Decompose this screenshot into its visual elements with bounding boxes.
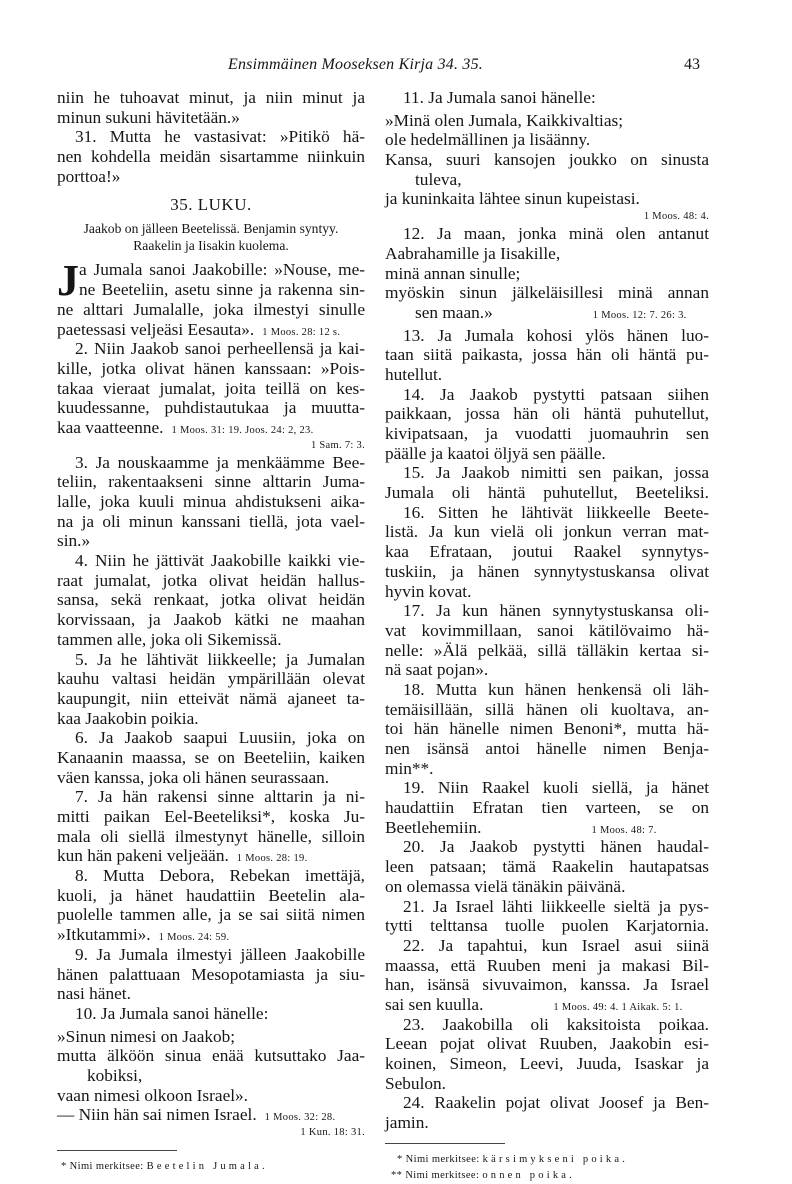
text-line: porttoa!» (57, 166, 121, 186)
cross-reference: 1 Kun. 18: 31. (300, 1127, 365, 1138)
cross-reference: 1 Moos. 48: 7. (591, 824, 657, 836)
chapter-summary: Raakelin ja Iisakin kuolema. (133, 238, 289, 254)
text-line: takaa vieraat jumalat, joita teillä on kes- (57, 378, 365, 398)
text-line: hutellut. (385, 364, 443, 384)
verse-8: 8. Mutta Debora, Rebekan imettäjä, (75, 866, 365, 886)
text-line: han, isänsä sivuvaimon, kanssa. Ja Israel (385, 975, 709, 995)
text-line: tammen alle, joka oli Sikemissä. (57, 629, 282, 649)
text-line: kuudessanne, puhdistautukaa ja muutta- (57, 398, 365, 418)
poem-line: Aabrahamille ja Iisakille, (385, 243, 561, 263)
text-line: toi hän hänelle nimen Benoni*, mutta hä- (385, 719, 709, 739)
cross-reference: 1 Moos. 49: 4. 1 Aikak. 5: 1. (553, 1001, 683, 1013)
text-line: tytti telttansa tuolle puolen Karjatornia. (385, 916, 709, 936)
text-line: mitti paikan Eel-Beeteliksi*, koska Ju- (57, 807, 365, 826)
text-line (385, 995, 709, 1015)
poem-line: ja kuninkaita lähtee sinun kupeistasi. (385, 189, 640, 209)
cross-reference: 1 Moos. 48: 4. (643, 211, 709, 223)
text-line: nä saat pojan». (385, 660, 489, 680)
footnote-label: * Nimi merkitsee: (61, 1161, 144, 1172)
verse-4: 4. Niin he jättivät Jaakobille kaikki vie- (75, 551, 365, 571)
left-column (57, 88, 365, 1175)
cross-reference: 1 Moos. 31: 19. Joos. 24: 2, 23. (171, 424, 314, 436)
drop-cap: J (57, 256, 79, 306)
text-line: korvissaan, ja Jaakob kätki ne maahan (57, 610, 365, 630)
verse-11: 11. Ja Jumala sanoi hänelle: (403, 88, 596, 107)
poem-line: kobiksi, (87, 1065, 143, 1085)
text-line: puolelle tammen alle, ja se sai siitä nimen (57, 905, 365, 925)
footnote-term: Beetelin Jumala. (146, 1161, 268, 1172)
running-header (0, 56, 792, 80)
verse-text: sen maan.» (415, 302, 493, 322)
text-line: niin he tuhoavat minut, ja niin minut ja (57, 88, 365, 107)
verse-15: 15. Ja Jaakob nimitti sen paikan, jossa (403, 463, 709, 483)
verse-9: 9. Ja Jumala ilmestyi jälleen Jaakobille (75, 944, 365, 964)
text-line (57, 418, 365, 438)
chapter-title: 35. LUKU. (170, 195, 252, 215)
poem-line: »Sinun nimesi on Jaakob; (57, 1026, 236, 1046)
text-line: a Jumala sanoi Jaakobille: »Nouse, me- (79, 260, 365, 280)
text-line: teliin, rakentaakseni sinne alttarin Juma- (57, 472, 365, 492)
text-line: päälle ja kaatoi öljyä sen päälle. (385, 443, 606, 463)
page-number: 43 (684, 56, 700, 73)
text-line: on olemassa vielä tänäkin päivänä. (385, 876, 626, 896)
text-line: Leean pojat olivat Ruuben, Jaakobin esi- (385, 1034, 709, 1054)
poem-line: »Minä olen Jumala, Kaikkivaltias; (385, 110, 624, 130)
right-column (385, 88, 709, 1184)
running-title: Ensimmäinen Mooseksen Kirja 34. 35. (228, 56, 483, 73)
footnote (385, 1152, 709, 1168)
footnote-rule (385, 1143, 505, 1144)
verse-text: — Niin hän sai nimen Israel. (57, 1105, 257, 1125)
text-line: raat jumalat, jotka olivat heidän hallus- (57, 570, 365, 590)
verse-17: 17. Ja kun hänen synnytystuskansa oli- (403, 601, 709, 621)
text-line: leen patsaan; tämä Raakelin hautapatsas (385, 857, 709, 877)
verse-10: 10. Ja Jumala sanoi hänelle: (75, 1003, 269, 1023)
text-line (57, 925, 365, 945)
text-line: minun sukuni hävitetään.» (57, 107, 240, 127)
poem-line (385, 303, 709, 323)
verse-text: paetessasi veljeäsi Eesauta». (57, 319, 255, 339)
text-line (57, 320, 365, 340)
poem-line: Kansa, suuri kansojen joukko on sinusta (385, 150, 709, 170)
footnote-label: * Nimi merkitsee: (397, 1153, 480, 1165)
text-line: na ja oli minun kanssani tiellä, jota vael- (57, 511, 365, 531)
footnote-term: kärsimykseni poika. (482, 1153, 629, 1165)
text-line: kaupungit, niin etteivät nämä ajaneet ta- (57, 688, 365, 708)
poem-line: vaan nimesi olkoon Israel». (57, 1085, 249, 1105)
verse-1 (57, 256, 365, 306)
verse-20: 20. Ja Jaakob pystytti hänen haudal- (403, 837, 709, 857)
footnote (385, 1168, 709, 1184)
verse-text: kun hän pakeni veljeään. (57, 846, 229, 866)
verse-19: 19. Niin Raakel kuoli siellä, ja hänet (403, 778, 709, 798)
text-line: Jumala oli häntä puhutellut, Beeteliksi. (385, 483, 709, 503)
poem-line: ole hedelmällinen ja lisäänny. (385, 130, 591, 150)
text-line: ne Beeteliin, asetu sinne ja rakenna sin- (79, 280, 365, 300)
text-line (57, 846, 365, 866)
cross-reference: 1 Moos. 24: 59. (158, 932, 230, 944)
text-line: Kanaanin maassa, se on Beeteliin, kaiken (57, 747, 365, 767)
text-line: nen kohdella meidän sisartamme niinkuin (57, 147, 365, 167)
text-line: listä. Ja kun vielä oli jonkun verran mat- (385, 522, 709, 542)
text-line: maassa, että Ruuben meni ja makasi Bil- (385, 955, 709, 975)
cross-reference: 1 Moos. 12: 7. 26: 3. (592, 309, 687, 321)
verse-6: 6. Ja Jaakob saapui Luusiin, joka on (75, 728, 365, 748)
cross-reference: 1 Moos. 32: 28. (264, 1112, 336, 1124)
text-line: hyvin kovat. (385, 581, 472, 601)
verse-3: 3. Ja nouskaamme ja menkäämme Bee- (75, 452, 365, 472)
text-line: koinen, Simeon, Leevi, Juuda, Isaskar ja (385, 1054, 709, 1073)
text-line: lalle, joka kuuli minua ahdistukseni aika- (57, 492, 365, 511)
footnote-label: ** Nimi merkitsee: (391, 1169, 480, 1181)
text-line: sin.» (57, 531, 91, 551)
poem-line: mutta älköön sinua enää kutsuttako Jaa- (57, 1046, 365, 1066)
verse-12: 12. Ja maan, jonka minä olen antanut (403, 224, 709, 244)
verse-23: 23. Jaakobilla oli kaksitoista poikaa. (403, 1014, 709, 1034)
verse-13: 13. Ja Jumala kohosi ylös hänen luo- (403, 325, 709, 345)
footnote (57, 1159, 365, 1175)
text-line: nasi hänet. (57, 984, 131, 1004)
text-line: tuskiin, ja hänen synnytystuskansa olivat (385, 561, 709, 581)
poem-line: tuleva, (415, 169, 462, 189)
text-line: sansa, sekä renkaat, jotka olivat heidän (57, 590, 365, 610)
poem-line: myöskin sinun jälkeläisillesi minä annan (385, 283, 709, 303)
footnote-term: onnen poika. (482, 1169, 575, 1181)
cross-reference: 1 Moos. 28: 19. (236, 853, 308, 865)
poem-line (57, 1105, 365, 1125)
text-line: vat kovimmillaan, sanoi kätilövaimo hä- (385, 620, 709, 640)
text-line: min**. (385, 758, 434, 778)
text-line: hänen palattuaan Mesopotamiasta ja siu- (57, 964, 365, 984)
verse-18: 18. Mutta kun hänen henkensä oli läh- (403, 679, 709, 699)
text-line: kauhu valtasi heidän ympärillään olevat (57, 669, 365, 689)
text-line: ne alttari Jumalalle, joka ilmestyi sinulle (57, 299, 365, 319)
verse-text: Beetlehemiin. (385, 817, 482, 837)
cross-reference: 1 Sam. 7: 3. (310, 439, 365, 451)
verse-14: 14. Ja Jaakob pystytti patsaan siihen (403, 384, 709, 404)
cross-reference: 1 Moos. 28: 12 s. (262, 326, 341, 338)
text-line: väen kanssa, joka oli hänen seurassaan. (57, 767, 330, 787)
text-line: nelle: »Älä pelkää, sillä tälläkin kertaa si- (385, 640, 709, 660)
text-line (385, 818, 709, 838)
text-line: paikkaan, jossa hän oli häntä puhutellut, (385, 404, 709, 424)
verse-31: 31. Mutta he vastasivat: »Pitikö hä- (75, 127, 365, 147)
text-line: mala oli siellä ilmestynyt hänelle, silloin (57, 826, 365, 846)
text-line: jamin. (385, 1113, 429, 1133)
verse-text: »Itkutammi». (57, 925, 151, 945)
poem-line: minä annan sinulle; (385, 263, 521, 283)
verse-7: 7. Ja hän rakensi sinne alttarin ja ni- (75, 787, 365, 807)
text-line: taan siitä paikasta, jossa hän oli häntä pu- (385, 345, 709, 365)
verse-text: sai sen kuulla. (385, 994, 484, 1014)
text-line: nen isänsä antoi hänelle nimen Benja- (385, 739, 709, 758)
text-line: kille, jotka olivat hänen kanssaan: »Pois- (57, 358, 365, 378)
text-line: kuoli, ja hänet haudattiin Beetelin ala- (57, 885, 365, 905)
verse-24: 24. Raakelin pojat olivat Joosef ja Ben- (403, 1093, 709, 1113)
chapter-summary: Jaakob on jälleen Beetelissä. Benjamin syntyy. (83, 221, 339, 237)
verse-text: kaa vaatteenne. (57, 417, 164, 437)
footnote-rule (57, 1150, 177, 1151)
text-line: kaa Jaakobin poikia. (57, 708, 199, 728)
verse-22: 22. Ja tapahtui, kun Israel asui siinä (403, 935, 709, 955)
text-line: kaa Efrataan, joutui Raakel synnytys- (385, 542, 709, 562)
verse-5: 5. Ja he lähtivät liikkeelle; ja Jumalan (75, 649, 365, 669)
text-line: temäisillään, sillä hänen oli kuoltava, an- (385, 699, 709, 719)
verse-2: 2. Niin Jaakob sanoi perheellensä ja kai- (75, 339, 365, 359)
verse-16: 16. Sitten he lähtivät liikkeelle Beete- (403, 502, 709, 522)
verse-21: 21. Ja Israel lähti liikkeelle sieltä ja pys- (403, 896, 709, 916)
text-line: haudattiin Efratan tien varteen, se on (385, 798, 709, 818)
text-line: kivipatsaan, ja vuodatti juomauhrin sen (385, 424, 709, 443)
text-line: Sebulon. (385, 1073, 446, 1093)
